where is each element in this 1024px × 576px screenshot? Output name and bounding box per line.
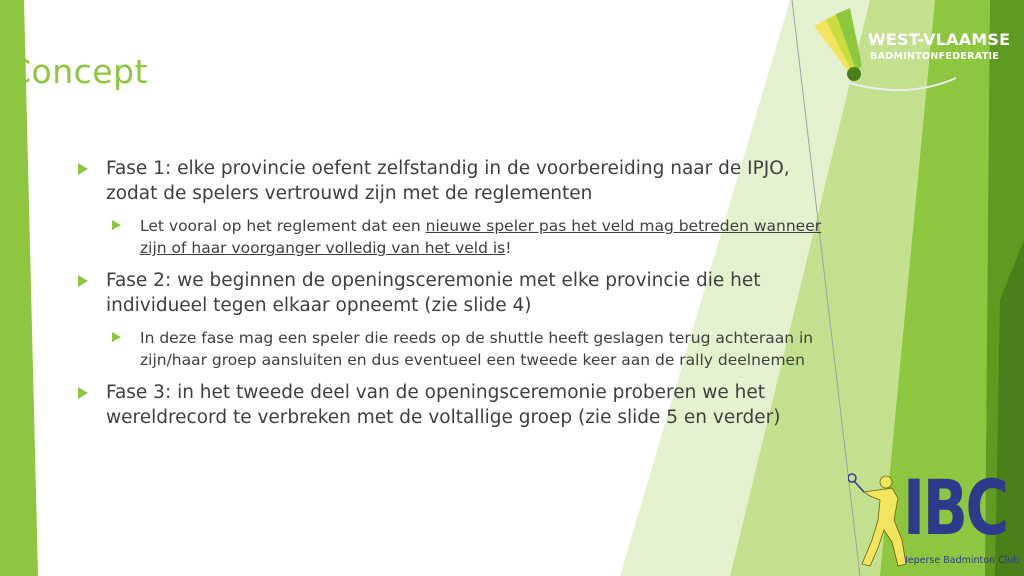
sub-bullet-text-post: !	[505, 239, 512, 257]
bullet-fase-3	[78, 380, 828, 430]
sub-bullet-text: In deze fase mag een speler die reeds op de shuttle heeft geslagen terug achteraan in zijn/haar groep aansluiten en dus eventueel een tweede keer aan de rally deelnemen	[140, 329, 814, 369]
bullet-arrow-icon	[78, 275, 88, 287]
ibc-logo-subtitle: Ieperse Badminton Club	[905, 555, 1020, 566]
slide-title: Concept	[8, 52, 148, 91]
ibc-logo-text: IBC	[903, 463, 1007, 552]
bullet-arrow-icon	[112, 220, 121, 230]
slide-content	[78, 156, 828, 439]
bullet-text: Fase 3: in het tweede deel van de openingsceremonie proberen we het wereldrecord te verbreken met de voltallige groep (zie slide 5 en verder)	[106, 382, 781, 428]
bullet-text: Fase 1: elke provincie oefent zelfstandig in de voorbereiding naar de IPJO, zodat de spelers vertrouwd zijn met de reglementen	[106, 158, 790, 204]
sub-bullet-underlined-text: nieuwe speler pas het veld mag betreden wanneer zijn of haar voorganger volledig van het veld is	[140, 217, 822, 257]
bullet-text: Fase 2: we beginnen de openingsceremonie met elke provincie die het individueel tegen elkaar opneemt (zie slide 4)	[106, 270, 761, 316]
wvbf-logo-name: WEST-VLAAMSE	[868, 30, 1011, 49]
sub-bullet-text-pre: Let vooral op het reglement dat een	[140, 217, 426, 235]
wvbf-logo-subtitle: BADMINTONFEDERATIE	[870, 51, 1000, 62]
bullet-arrow-icon	[78, 387, 88, 399]
sub-bullet-fase-2	[112, 327, 828, 371]
bullet-arrow-icon	[112, 332, 121, 342]
bullet-fase-1	[78, 156, 828, 206]
sub-bullet-reglement	[112, 215, 828, 259]
bullet-arrow-icon	[78, 163, 88, 175]
bullet-fase-2	[78, 268, 828, 318]
shuttlecock-icon	[814, 8, 862, 81]
